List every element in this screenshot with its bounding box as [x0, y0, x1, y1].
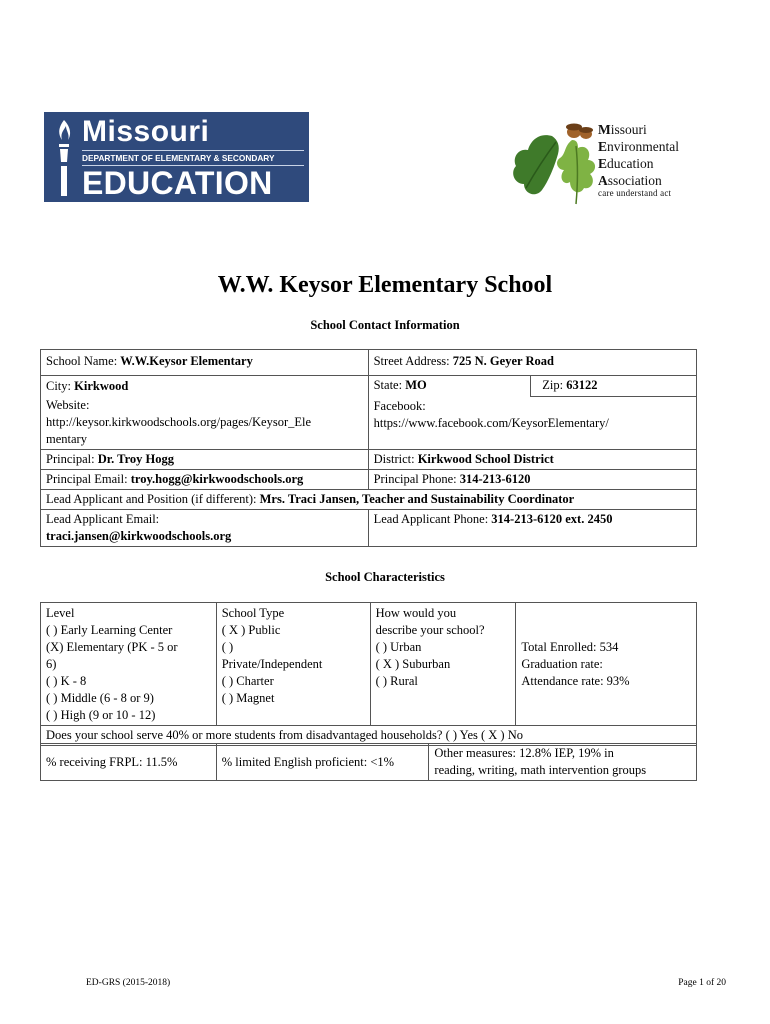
table-row [41, 376, 697, 397]
facebook-link[interactable]: https://www.facebook.com/KeysorElementary/ [373, 415, 609, 430]
table-row [41, 470, 697, 490]
page-title: W.W. Keysor Elementary School [217, 272, 553, 298]
website-cell: Website: http://keysor.kirkwoodschools.org/pages/Keysor_Ele mentary [41, 396, 369, 450]
lead-phone-cell: Lead Applicant Phone: 314-213-6120 ext. 2450 [368, 510, 696, 547]
contact-heading: School Contact Information [310, 318, 460, 332]
facebook-cell: Facebook: https://www.facebook.com/KeysorElementary/ [368, 396, 696, 450]
meea-line-4: Association [598, 173, 662, 188]
meea-leaves-icon [508, 118, 600, 208]
torch-icon [50, 118, 78, 198]
dese-logo-dept: DEPARTMENT OF ELEMENTARY & SECONDARY [82, 150, 304, 166]
meea-logo-text [598, 121, 679, 189]
enrollment-cell: Total Enrolled: 534 Graduation rate: Attendance rate: 93% [516, 603, 697, 726]
characteristics-table [40, 602, 697, 746]
lead-email-cell: Lead Applicant Email: traci.jansen@kirkwoodschools.org [41, 510, 369, 547]
zip-cell: Zip: 63122 [531, 376, 697, 397]
frpl-cell: % receiving FRPL: 11.5% [41, 744, 217, 781]
disadvantaged-question-cell: Does your school serve 40% or more students from disadvantaged households? ( ) Yes ( X ) No [41, 726, 697, 746]
meea-tagline: care understand act [598, 188, 672, 198]
lep-cell: % limited English proficient: <1% [216, 744, 429, 781]
school-name-cell: School Name: W.W.Keysor Elementary [41, 350, 369, 376]
level-cell: Level ( ) Early Learning Center (X) Elementary (PK - 5 or 6) ( ) K - 8 ( ) Middle (6 - 8 or 9) ( ) High (9 or 10 - 12) [41, 603, 217, 726]
website-link[interactable]: http://keysor.kirkwoodschools.org/pages/Keysor_Ele [46, 415, 312, 429]
dese-logo-education: EDUCATION [82, 165, 273, 201]
table-row [41, 490, 697, 510]
street-cell: Street Address: 725 N. Geyer Road [368, 350, 696, 376]
table-row [41, 450, 697, 470]
footer-form-id: ED-GRS (2015-2018) [86, 978, 171, 988]
table-row [41, 350, 697, 376]
school-type-cell: School Type ( X ) Public ( ) Private/Independent ( ) Charter ( ) Magnet [216, 603, 370, 726]
measures-table [40, 743, 697, 781]
lead-applicant-cell: Lead Applicant and Position (if different): Mrs. Traci Jansen, Teacher and Sustainability Coordinator [41, 490, 697, 510]
district-cell: District: Kirkwood School District [368, 450, 696, 470]
principal-phone-cell: Principal Phone: 314-213-6120 [368, 470, 696, 490]
principal-cell: Principal: Dr. Troy Hogg [41, 450, 369, 470]
city-cell: City: Kirkwood [41, 376, 369, 397]
dese-logo [44, 112, 309, 202]
meea-line-1: Missouri [598, 122, 647, 137]
meea-line-2: Environmental [598, 139, 679, 154]
describe-cell: How would you describe your school? ( ) Urban ( X ) Suburban ( ) Rural [370, 603, 516, 726]
dese-logo-name: Missouri [82, 115, 210, 148]
state-cell: State: MO [368, 376, 531, 397]
meea-line-3: Education [598, 156, 654, 171]
footer-page-number: Page 1 of 20 [678, 978, 726, 988]
table-row [41, 396, 697, 450]
principal-email-cell: Principal Email: troy.hogg@kirkwoodschools.org [41, 470, 369, 490]
table-row [41, 744, 697, 781]
table-row [41, 510, 697, 547]
contact-table [40, 349, 697, 547]
other-measures-cell: Other measures: 12.8% IEP, 19% in reading, writing, math intervention groups [429, 744, 697, 781]
characteristics-heading: School Characteristics [325, 570, 445, 584]
table-row [41, 603, 697, 726]
